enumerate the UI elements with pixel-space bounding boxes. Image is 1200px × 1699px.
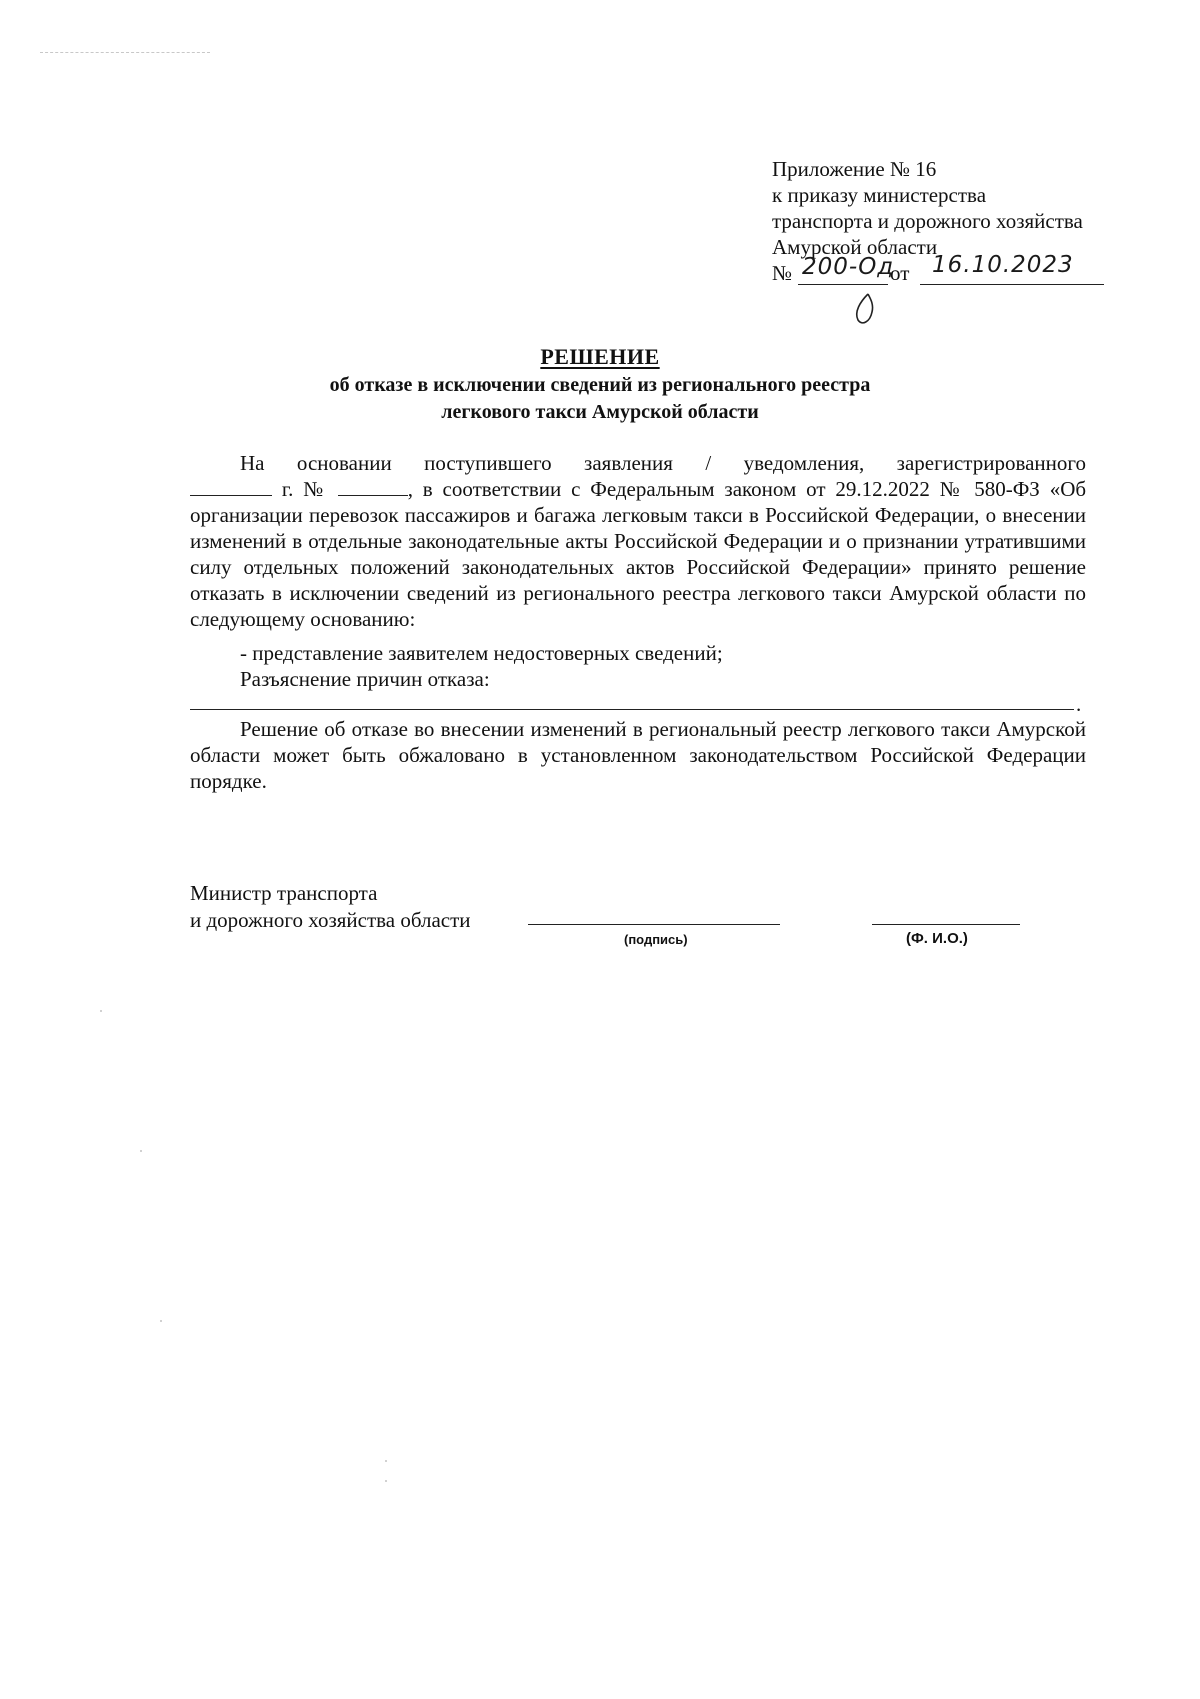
refusal-reason: - представление заявителем недостоверных сведений; xyxy=(240,641,723,665)
document-subtitle xyxy=(0,372,1200,426)
appendix-ministry: транспорта и дорожного хозяйства xyxy=(772,209,1083,233)
scan-speck xyxy=(385,1460,387,1462)
registration-number-label: г. № xyxy=(281,477,328,501)
name-caption: (Ф. И.О.) xyxy=(906,930,968,947)
scan-speck xyxy=(160,1320,162,1322)
appendix-region: Амурской области xyxy=(772,235,938,259)
scan-speck xyxy=(140,1150,142,1152)
signatory-line-2: и дорожного хозяйства области xyxy=(190,908,471,932)
document-title: РЕШЕНИЕ xyxy=(540,344,660,369)
order-date-prefix: от xyxy=(890,261,910,285)
appeal-paragraph xyxy=(190,716,1086,794)
appendix-block xyxy=(772,156,1132,290)
appendix-order-ref: к приказу министерства xyxy=(772,183,987,207)
signature-blank xyxy=(528,924,780,925)
registration-number-blank xyxy=(338,477,408,496)
scan-speck xyxy=(100,1010,102,1012)
scan-artifact xyxy=(40,52,210,54)
paragraph-opening: На основании поступившего заявления / уведомления, зарегистрированного xyxy=(240,451,1086,475)
law-reference: , в соответствии с Федеральным законом от 29.12.2022 № 580-ФЗ xyxy=(407,477,1040,501)
law-title-and-decision: «Об организации перевозок пассажиров и багажа легковым такси в Российской Федерации, о внесении изменений в отдельные законодательные акты Российской Федерации и о признании утратившими силу отдельных положений законодательных актов Российской Федерации» принято решение отказать в исключении сведений из регионального реестра легкового такси Амурской области по следующему основанию: xyxy=(190,477,1087,631)
order-number-prefix: № xyxy=(772,261,793,285)
signatory-line-1: Министр транспорта xyxy=(190,881,378,905)
handwritten-flourish xyxy=(850,292,880,326)
signatory-position xyxy=(190,880,471,934)
decision-paragraph xyxy=(190,450,1086,632)
signature-caption: (подпись) xyxy=(624,932,688,947)
order-number-line xyxy=(772,252,1132,290)
appendix-number: Приложение № 16 xyxy=(772,157,937,181)
scan-speck xyxy=(385,1480,387,1482)
explanation-end: . xyxy=(1076,692,1082,716)
appeal-text: Решение об отказе во внесении изменений в региональный реестр легкового такси Амурской области может быть обжаловано в установленном законодательством Российской Федерации порядке. xyxy=(190,717,1086,793)
explanation-label: Разъяснение причин отказа: xyxy=(240,667,490,691)
order-date-handwritten: 16.10.2023 xyxy=(932,252,1074,278)
order-number-handwritten: 200-Од xyxy=(802,254,895,280)
name-blank xyxy=(872,924,1020,925)
registration-date-blank xyxy=(190,477,272,496)
subtitle-line-2: легкового такси Амурской области xyxy=(441,401,759,423)
explanation-blank-line xyxy=(190,709,1074,710)
subtitle-line-1: об отказе в исключении сведений из регионального реестра xyxy=(329,374,871,396)
